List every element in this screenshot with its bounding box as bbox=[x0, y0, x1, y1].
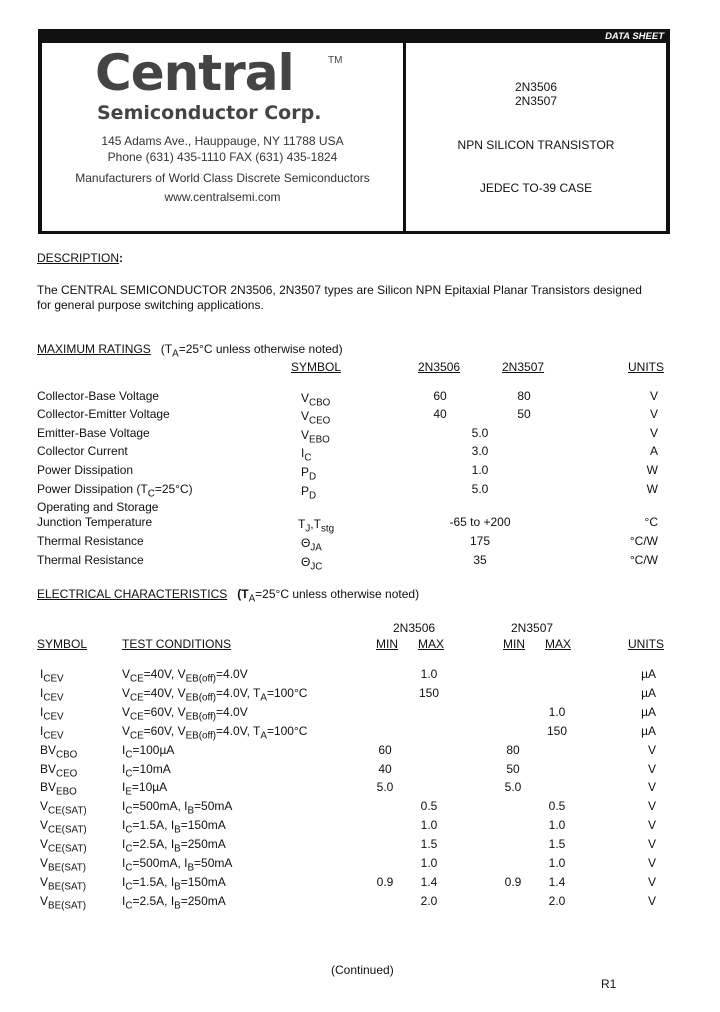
elec-row-condition: $I_E=10\mu A$ bbox=[122, 780, 168, 798]
elec-row-max-2n3507: 2.0 bbox=[548, 893, 566, 908]
elec-row-unit: V bbox=[647, 780, 656, 795]
elec-row-symbol: $I_{CEV}$ bbox=[40, 723, 64, 742]
elec-col-test-conditions: TEST CONDITIONS bbox=[122, 637, 232, 651]
max-col-2n3507: 2N3507 bbox=[502, 360, 545, 374]
max-row-parameter: Emitter-Base Voltage bbox=[37, 426, 150, 440]
elec-col-max-1: MAX bbox=[418, 637, 445, 651]
max-row-symbol: $V_{EBO}$ bbox=[301, 428, 330, 446]
elec-col-2n3506: 2N3506 bbox=[393, 621, 436, 635]
elec-col-min-1: MIN bbox=[376, 637, 398, 651]
elec-row-min-2n3507: 50 bbox=[506, 761, 520, 776]
max-row-value-2n3506: 40 bbox=[433, 407, 447, 421]
elec-row-symbol: $V_{BE(SAT)}$ bbox=[40, 856, 87, 874]
max-row-value: 5.0 bbox=[471, 426, 489, 440]
max-row-symbol: $P_D$ bbox=[301, 465, 317, 483]
max-row-value: -65 to +200 bbox=[449, 515, 511, 529]
elec-row-max-2n3506: 1.0 bbox=[420, 818, 438, 833]
elec-row-unit: V bbox=[647, 893, 656, 908]
elec-row-unit: µA bbox=[641, 723, 656, 738]
description-heading: DESCRIPTION: bbox=[37, 251, 124, 265]
elec-row-condition: $I_C=1.5A$, $I_B=150mA$ bbox=[122, 874, 226, 893]
elec-row-min-2n3507: 0.9 bbox=[504, 874, 522, 889]
max-row-value: 5.0 bbox=[471, 482, 489, 496]
elec-row-min-2n3506: 5.0 bbox=[376, 780, 394, 795]
company-phone: Phone (631) 435-1110 FAX (631) 435-1824 bbox=[107, 150, 338, 164]
max-row-parameter: Operating and Storage bbox=[37, 500, 159, 514]
elec-row-condition: $I_C=500mA$, $I_B=50mA$ bbox=[122, 856, 233, 874]
elec-row-symbol: $BV_{CBO}$ bbox=[40, 742, 78, 761]
max-row-symbol: $V_{CEO}$ bbox=[301, 409, 331, 427]
max-row-parameter: Junction Temperature bbox=[37, 515, 153, 529]
revision-label: R1 bbox=[601, 977, 617, 991]
max-row-value-2n3507: 50 bbox=[517, 407, 531, 421]
elec-row-symbol: $BV_{EBO}$ bbox=[40, 780, 77, 798]
max-row-symbol: $\Theta_{JC}$ bbox=[301, 555, 323, 573]
header-part-panel bbox=[406, 43, 666, 231]
elec-row-unit: V bbox=[647, 799, 656, 814]
elec-row-max-2n3507: 1.0 bbox=[548, 818, 566, 833]
max-row-symbol: $P_D$ bbox=[301, 484, 317, 502]
elec-row-max-2n3506: 0.5 bbox=[420, 799, 438, 814]
company-address: 145 Adams Ave., Hauppauge, NY 11788 USA bbox=[101, 134, 344, 148]
elec-row-unit: µA bbox=[641, 667, 656, 681]
elec-row-symbol: $V_{BE(SAT)}$ bbox=[40, 893, 87, 912]
max-col-symbol: SYMBOL bbox=[291, 360, 342, 374]
max-row-parameter: Collector Current bbox=[37, 444, 128, 458]
elec-row-condition: $I_C=2.5A$, $I_B=250mA$ bbox=[122, 893, 226, 912]
elec-row-unit: V bbox=[647, 818, 656, 833]
max-row-symbol: $I_C$ bbox=[301, 446, 312, 464]
elec-col-min-2: MIN bbox=[503, 637, 525, 651]
company-tagline: Manufacturers of World Class Discrete Semiconductors bbox=[75, 171, 370, 185]
elec-row-unit: µA bbox=[641, 685, 656, 700]
max-col-units: UNITS bbox=[628, 360, 664, 374]
elec-row-condition: $V_{CE}=60V$, $V_{EB(off)}=4.0V$, $T_A=100^\circ C$ bbox=[122, 723, 308, 742]
max-col-2n3506: 2N3506 bbox=[418, 360, 461, 374]
max-row-unit: °C/W bbox=[629, 534, 658, 548]
elec-row-max-2n3506: 1.4 bbox=[420, 874, 438, 889]
elec-row-symbol: $V_{BE(SAT)}$ bbox=[40, 874, 87, 893]
max-row-symbol: $\Theta_{JA}$ bbox=[301, 536, 322, 554]
part-number-2: 2N3507 bbox=[514, 94, 558, 108]
elec-row-condition: $I_C=2.5A$, $I_B=250mA$ bbox=[122, 837, 226, 855]
elec-row-condition: $I_C=500mA$, $I_B=50mA$ bbox=[122, 799, 233, 817]
trademark-mark: TM bbox=[328, 55, 343, 66]
part-number-1: 2N3506 bbox=[514, 80, 558, 94]
max-row-value: 1.0 bbox=[471, 463, 489, 477]
max-row-unit: W bbox=[646, 482, 658, 496]
elec-row-min-2n3507: 80 bbox=[506, 742, 520, 757]
elec-row-condition: $I_C=10mA$ bbox=[122, 761, 171, 779]
elec-row-symbol: $I_{CEV}$ bbox=[40, 667, 64, 685]
elec-row-max-2n3507: 1.4 bbox=[548, 874, 566, 889]
elec-row-min-2n3506: 0.9 bbox=[376, 874, 394, 889]
elec-row-max-2n3507: 1.0 bbox=[548, 704, 566, 719]
elec-row-condition: $V_{CE}=40V$, $V_{EB(off)}=4.0V$, $T_A=100^\circ C$ bbox=[122, 685, 308, 704]
company-website[interactable]: www.centralsemi.com bbox=[164, 190, 281, 204]
elec-row-condition: $V_{CE}=60V$, $V_{EB(off)}=4.0V$ bbox=[122, 704, 248, 723]
company-subtitle: Semiconductor Corp. bbox=[97, 102, 322, 124]
elec-row-min-2n3506: 60 bbox=[378, 742, 392, 757]
elec-row-max-2n3507: 150 bbox=[546, 723, 568, 738]
max-row-symbol: $V_{CBO}$ bbox=[301, 391, 331, 409]
max-row-parameter: Power Dissipation $(T_C=25^\circ C)$ bbox=[37, 482, 193, 500]
max-row-unit: V bbox=[649, 389, 658, 403]
datasheet-label: DATA SHEET bbox=[605, 31, 664, 42]
description-line-1: The CENTRAL SEMICONDUCTOR 2N3506, 2N3507 types are Silicon NPN Epitaxial Planar Transistors designed bbox=[37, 283, 642, 297]
device-type: NPN SILICON TRANSISTOR bbox=[457, 138, 615, 152]
max-row-parameter: Collector-Base Voltage bbox=[37, 389, 160, 403]
package-case: JEDEC TO-39 CASE bbox=[479, 181, 593, 195]
elec-row-symbol: $I_{CEV}$ bbox=[40, 685, 64, 704]
max-ratings-heading: MAXIMUM RATINGS ($T_A=25^\circ C$ unless otherwise noted) bbox=[37, 342, 343, 360]
elec-row-condition: $I_C=1.5A$, $I_B=150mA$ bbox=[122, 818, 226, 836]
elec-row-condition: $I_C=100\mu A$ bbox=[122, 742, 175, 761]
elec-row-max-2n3506: 2.0 bbox=[420, 893, 438, 908]
elec-row-symbol: $BV_{CEO}$ bbox=[40, 761, 78, 779]
elec-row-max-2n3507: 0.5 bbox=[548, 799, 566, 814]
elec-row-symbol: $V_{CE(SAT)}$ bbox=[40, 837, 87, 855]
elec-row-max-2n3507: 1.0 bbox=[548, 856, 566, 870]
max-row-unit: °C/W bbox=[629, 553, 658, 567]
elec-row-max-2n3506: 1.0 bbox=[420, 856, 438, 870]
max-row-unit: °C bbox=[644, 515, 658, 529]
elec-row-symbol: $V_{CE(SAT)}$ bbox=[40, 818, 87, 836]
max-row-parameter: Thermal Resistance bbox=[37, 534, 144, 548]
max-row-parameter: Thermal Resistance bbox=[37, 553, 144, 567]
elec-row-max-2n3506: 150 bbox=[418, 685, 440, 700]
company-logo: Central bbox=[95, 44, 294, 102]
elec-row-max-2n3506: 1.0 bbox=[420, 667, 438, 681]
max-row-value: 3.0 bbox=[471, 444, 489, 458]
elec-row-unit: V bbox=[647, 837, 656, 852]
elec-col-max-2: MAX bbox=[545, 637, 572, 651]
max-row-value-2n3506: 60 bbox=[433, 389, 447, 403]
max-row-symbol: $T_J,T_{stg}$ bbox=[298, 517, 335, 535]
max-row-unit: A bbox=[649, 444, 658, 458]
elec-col-2n3507: 2N3507 bbox=[511, 621, 554, 635]
elec-row-unit: V bbox=[647, 742, 656, 757]
max-row-value-2n3507: 80 bbox=[517, 389, 531, 403]
elec-row-min-2n3506: 40 bbox=[378, 761, 392, 776]
elec-row-symbol: $I_{CEV}$ bbox=[40, 704, 64, 723]
max-row-unit: V bbox=[649, 426, 658, 440]
max-row-unit: W bbox=[646, 463, 658, 477]
description-line-2: for general purpose switching applications. bbox=[37, 298, 264, 312]
elec-row-symbol: $V_{CE(SAT)}$ bbox=[40, 799, 87, 817]
elec-row-unit: µA bbox=[641, 704, 656, 719]
elec-row-max-2n3506: 1.5 bbox=[420, 837, 438, 852]
max-row-parameter: Power Dissipation bbox=[37, 463, 134, 477]
elec-heading: ELECTRICAL CHARACTERISTICS ($T_A=25^\circ C$ unless otherwise noted) bbox=[37, 587, 420, 605]
max-row-unit: V bbox=[649, 407, 658, 421]
elec-row-unit: V bbox=[647, 874, 656, 889]
max-row-parameter: Collector-Emitter Voltage bbox=[37, 407, 170, 421]
elec-row-unit: V bbox=[647, 856, 656, 870]
continued-note: (Continued) bbox=[331, 963, 394, 977]
max-row-value: 175 bbox=[469, 534, 491, 548]
elec-row-unit: V bbox=[647, 761, 656, 776]
elec-row-min-2n3507: 5.0 bbox=[504, 780, 522, 795]
elec-col-symbol: SYMBOL bbox=[37, 637, 88, 651]
elec-row-max-2n3507: 1.5 bbox=[548, 837, 566, 852]
elec-row-condition: $V_{CE}=40V$, $V_{EB(off)}=4.0V$ bbox=[122, 667, 248, 685]
max-row-value: 35 bbox=[473, 553, 487, 567]
elec-col-units: UNITS bbox=[628, 637, 664, 651]
